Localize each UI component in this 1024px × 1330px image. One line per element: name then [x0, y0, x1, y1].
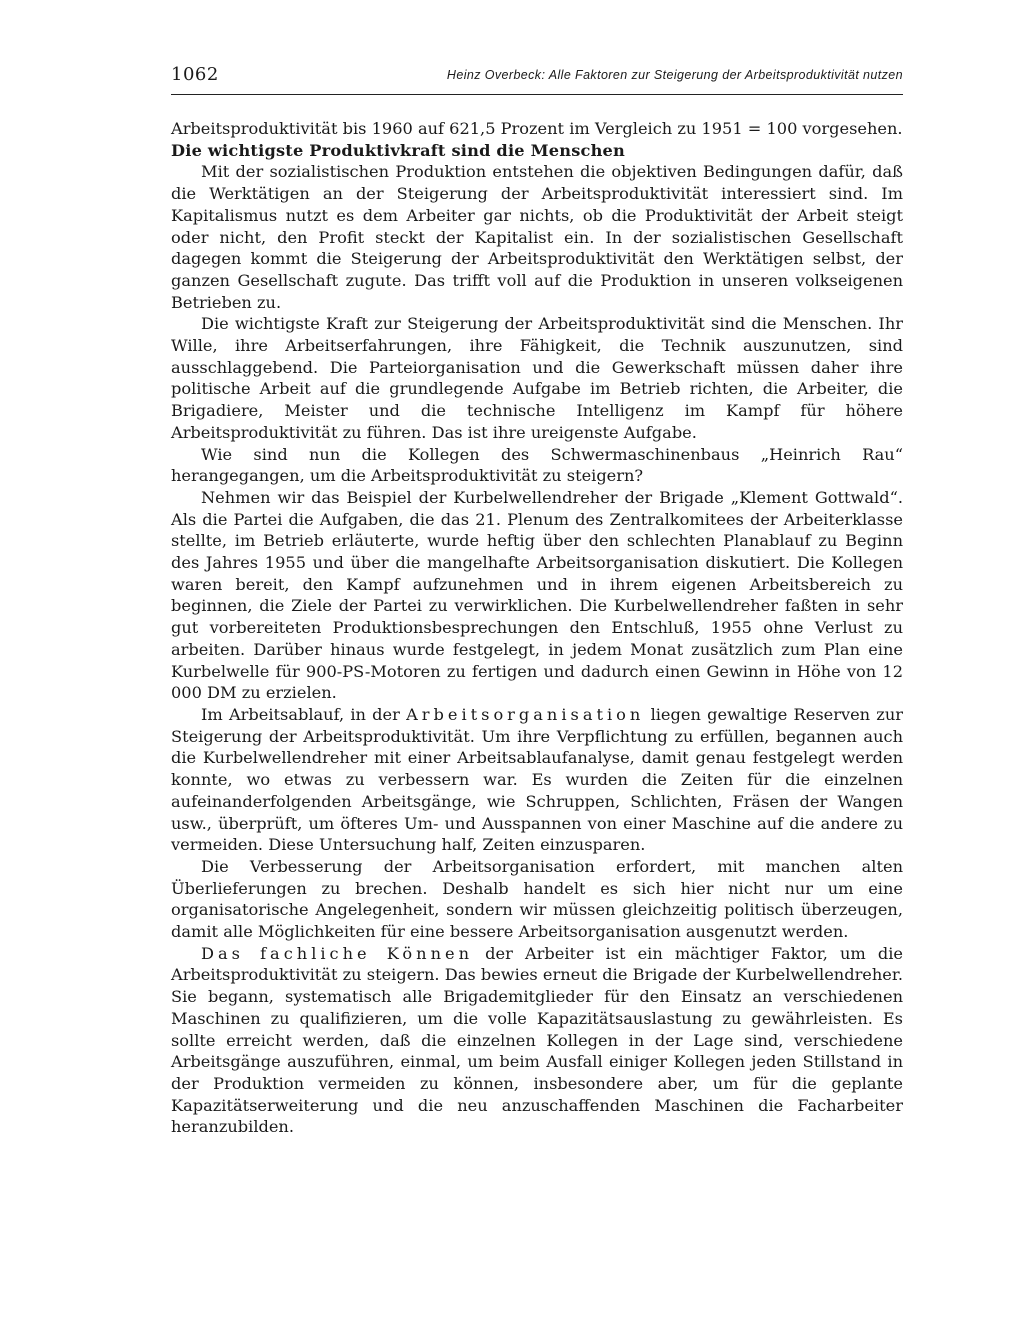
- paragraph-text: Im Arbeitsablauf, in der: [201, 704, 407, 724]
- paragraph: Die Verbesserung der Arbeitsorganisation erfordert, mit manchen alten Überlieferungen zu brechen. Deshalb handelt es sich hier nicht nur um eine organisatorische Angelegenheit, sondern wir müssen gleichzeitig politisch überzeugen, damit alle Möglichkeiten für eine bessere Arbeitsorganisation ausgenutzt werden.: [171, 856, 903, 942]
- paragraph-text: der Arbeiter ist ein mächtiger Faktor, um die Arbeitsproduktivität zu steigern. Das bewies erneut die Brigade der Kurbelwellendreher. Sie begann, systematisch alle Brigademitglieder für den Einsatz an verschiedenen Maschinen zu qualifizieren, um die volle Kapazitätsauslastung zu gewährleisten. Es sollte erreicht werden, daß die einzelnen Kollegen in der Lage sind, verschiedene Arbeitsgänge auszuführen, einmal, um beim Ausfall einiger Kollegen jeden Stillstand in der Produktion vermeiden zu können, insbesondere aber, um für die geplante Kapazitätserweiterung und die neu anzuschaffenden Maschinen die Facharbeiter heranzubilden.: [171, 943, 903, 1137]
- paragraph: [171, 943, 903, 1138]
- paragraph-continued: Arbeitsproduktivität bis 1960 auf 621,5 Prozent im Vergleich zu 1951 = 100 vorgesehen.: [171, 119, 903, 138]
- paragraph: [171, 704, 903, 856]
- running-head: Heinz Overbeck: Alle Faktoren zur Steigerung der Arbeitsproduktivität nutzen: [446, 68, 903, 82]
- paragraph-text: liegen gewaltige Reserven zur Steigerung der Arbeitsproduktivität. Um ihre Verpflichtung zu erfüllen, begannen auch die Kurbelwellendreher mit einer Arbeitsablaufanalyse, damit genau festgelegt werden konnte, wo etwas zu verbessern war. Es wurden die Zeiten für die einzelnen aufeinanderfolgenden Arbeitsgänge, wie Schruppen, Schlichten, Fräsen der Wangen usw., überprüft, um öfteres Um- und Ausspannen von einer Maschine auf die andere zu vermeiden. Diese Untersuchung half, Zeiten einzusparen.: [171, 704, 904, 855]
- page-header: [171, 62, 903, 95]
- emphasized-term: Arbeitsorganisation: [406, 704, 645, 724]
- paragraph: Nehmen wir das Beispiel der Kurbelwellendreher der Brigade „Klement Gottwald“. Als die Partei die Aufgaben, die das 21. Plenum des Zentralkomitees der Arbeiterklasse stellte, im Betrieb erläuterte, wurde heftig über den schlechten Planablauf zu Beginn des Jahres 1955 und über die mangelhafte Arbeitsorganisation diskutiert. Die Kollegen waren bereit, den Kampf aufzunehmen und in ihrem eigenen Arbeitsbereich zu beginnen, die Ziele der Partei zu verwirklichen. Die Kurbelwellendreher faßten in sehr gut vorbereiteten Produktionsbesprechungen den Entschluß, 1955 ohne Verlust zu arbeiten. Darüber hinaus wurde festgelegt, in jedem Monat zusätzlich zum Plan eine Kurbelwelle für 900-PS-Motoren zu fertigen und dadurch einen Gewinn in Höhe von 12 000 DM zu erzielen.: [171, 487, 903, 703]
- page-number: 1062: [171, 64, 219, 85]
- body-text: [171, 118, 903, 1138]
- paragraph: Wie sind nun die Kollegen des Schwermaschinenbaus „Heinrich Rau“ herangegangen, um die Arbeitsproduktivität zu steigern?: [171, 444, 903, 486]
- paragraph: Die wichtigste Kraft zur Steigerung der Arbeitsproduktivität sind die Menschen. Ihr Wille, ihre Arbeitserfahrungen, ihre Fähigkeit, die Technik auszunutzen, sind ausschlaggebend. Die Parteiorganisation und die Gewerkschaft müssen daher ihre politische Arbeit auf die grundlegende Aufgabe im Betrieb richten, die Arbeiter, die Brigadiere, Meister und die technische Intelligenz im Kampf für höhere Arbeitsproduktivität zu führen. Das ist ihre ureigenste Aufgabe.: [171, 314, 903, 442]
- emphasized-term: Das fachliche Können: [201, 943, 474, 963]
- section-heading: Die wichtigste Produktivkraft sind die Menschen: [171, 140, 626, 160]
- paragraph: Mit der sozialistischen Produktion entstehen die objektiven Bedingungen dafür, daß die Werktätigen an der Steigerung der Arbeitsproduktivität interessiert sind. Im Kapitalismus nutzt es dem Arbeiter gar nichts, ob die Produktivität der Arbeit steigt oder nicht, den Profit steckt der Kapitalist ein. In der sozialistischen Gesellschaft dagegen kommt die Steigerung der Arbeitsproduktivität den Werktätigen selbst, der ganzen Gesellschaft zugute. Das trifft voll auf die Produktion in unseren volkseigenen Betrieben zu.: [171, 162, 903, 312]
